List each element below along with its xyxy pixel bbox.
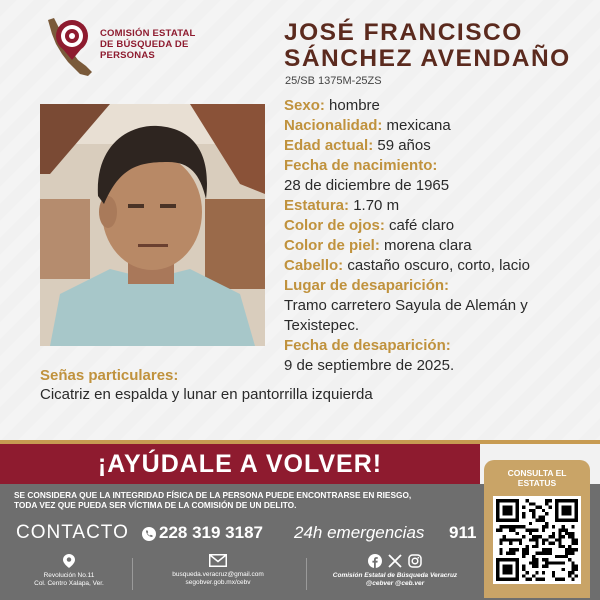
case-folio: 25/SB 1375M-25ZS — [285, 75, 382, 87]
location-icon — [63, 554, 75, 568]
email-link[interactable]: busqueda.veracruz@gmail.com — [172, 571, 264, 578]
detail-row — [284, 196, 596, 216]
contact-line — [16, 522, 480, 548]
detail-label: Edad actual: — [284, 137, 374, 154]
detail-row — [284, 136, 596, 156]
social-handles[interactable]: @cebver @ceb.ver — [365, 580, 425, 587]
email-icon — [209, 554, 227, 567]
agency-logo — [40, 16, 210, 78]
phone-icon — [142, 527, 156, 541]
detail-value: 28 de diciembre de 1965 — [284, 177, 450, 194]
detail-value: café claro — [389, 217, 455, 234]
detail-value: 9 de septiembre de 2025. — [284, 357, 455, 374]
detail-label: Estatura: — [284, 197, 350, 214]
person-details — [284, 96, 596, 376]
person-name — [284, 20, 594, 72]
risk-warning — [14, 490, 484, 510]
facebook-icon[interactable] — [368, 554, 382, 568]
detail-value: castaño oscuro, corto, lacio — [347, 257, 530, 274]
detail-label: Cabello: — [284, 257, 344, 274]
contact-label: CONTACTO — [16, 522, 129, 543]
detail-row — [284, 116, 596, 136]
footer-social — [312, 554, 478, 594]
detail-row — [284, 356, 596, 376]
senas-label: Señas particulares: — [40, 367, 179, 384]
address-line: Col. Centro Xalapa, Ver. — [34, 580, 104, 587]
status-qr-label — [484, 468, 590, 488]
emergency-label: 24h emergencias — [294, 523, 425, 542]
detail-label: Fecha de desaparición: — [284, 337, 451, 354]
footer-address — [14, 554, 124, 594]
website-link[interactable]: segobver.gob.mx/cebv — [185, 579, 251, 586]
detail-label: Nacionalidad: — [284, 117, 383, 134]
detail-row — [284, 96, 596, 116]
detail-row — [284, 216, 596, 236]
detail-label: Color de ojos: — [284, 217, 385, 234]
agency-name-line: COMISIÓN ESTATAL — [100, 28, 196, 39]
x-icon[interactable] — [388, 554, 402, 568]
social-icons — [312, 554, 478, 568]
contact-phone[interactable]: 228 319 3187 — [159, 523, 263, 542]
detail-value: Tramo carretero Sayula de Alemán y — [284, 297, 528, 314]
status-qr-label-line: ESTATUS — [517, 478, 557, 488]
detail-value: 1.70 m — [353, 197, 400, 214]
detail-row — [284, 236, 596, 256]
detail-label: Color de piel: — [284, 237, 380, 254]
address-line: Revolución No.11 — [43, 572, 95, 579]
person-name-line: SÁNCHEZ AVENDAÑO — [284, 45, 571, 72]
detail-row — [284, 276, 596, 296]
person-photo-image — [40, 104, 265, 346]
detail-label: Lugar de desaparición: — [284, 277, 450, 294]
instagram-icon[interactable] — [408, 554, 422, 568]
detail-row — [284, 256, 596, 276]
detail-row — [284, 316, 596, 336]
agency-name-line: DE BÚSQUEDA DE — [100, 39, 189, 50]
footer-separator — [306, 558, 307, 590]
detail-row — [284, 176, 596, 196]
social-name: Comisión Estatal de Búsqueda Veracruz — [332, 572, 458, 579]
qr-code-image — [496, 499, 578, 581]
help-banner-text: ¡AYÚDALE A VOLVER! — [97, 449, 383, 478]
risk-warning-line: TODA VEZ QUE PUEDA SER VÍCTIMA DE LA COMISIÓN DE UN DELITO. — [14, 500, 297, 510]
detail-value: morena clara — [384, 237, 472, 254]
person-photo — [40, 104, 265, 346]
detail-label: Sexo: — [284, 97, 325, 114]
help-banner — [0, 444, 480, 484]
risk-warning-line: SE CONSIDERA QUE LA INTEGRIDAD FÍSICA DE LA PERSONA PUEDE ENCONTRARSE EN RIESGO, — [14, 490, 412, 500]
detail-row — [284, 336, 596, 356]
qr-code[interactable] — [493, 496, 581, 584]
emergency-number[interactable]: 911 — [449, 523, 477, 542]
detail-row — [284, 156, 596, 176]
status-qr-panel — [484, 460, 590, 598]
footer-separator — [132, 558, 133, 590]
person-name-line: JOSÉ FRANCISCO — [284, 19, 523, 46]
footer-email — [140, 554, 296, 594]
detail-value: Texistepec. — [284, 317, 360, 334]
agency-name — [100, 28, 220, 61]
detail-value: hombre — [329, 97, 380, 114]
logo-pin-icon — [40, 16, 98, 78]
detail-label: Fecha de nacimiento: — [284, 157, 438, 174]
senas-value: Cicatriz en espalda y lunar en pantorrilla izquierda — [40, 386, 373, 403]
detail-value: mexicana — [386, 117, 451, 134]
detail-value: 59 años — [377, 137, 431, 154]
agency-name-line: PERSONAS — [100, 50, 155, 61]
status-qr-label-line: CONSULTA EL — [507, 468, 567, 478]
detail-row — [284, 296, 596, 316]
